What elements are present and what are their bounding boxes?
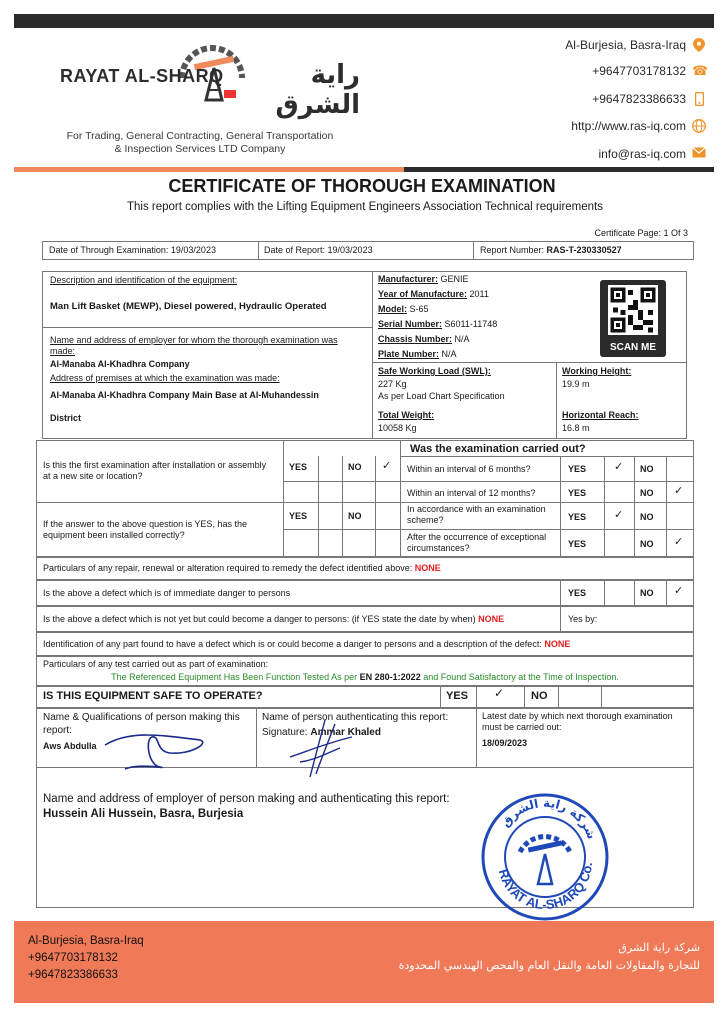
year-of-manufacture xyxy=(378,289,489,300)
scheme-yes-label: YES xyxy=(568,512,587,522)
i6-yes-label: YES xyxy=(568,464,587,474)
danger-sep-2 xyxy=(604,580,605,606)
contact-address-text: Al-Burjesia, Basra-Iraq xyxy=(565,38,686,52)
exam-col-sep-9 xyxy=(666,456,667,557)
safe-yes-check-icon: ✓ xyxy=(494,686,505,700)
test-standard: EN 280-1:2022 xyxy=(359,672,421,682)
exceptional-no-check-icon: ✓ xyxy=(674,535,684,548)
interval-12-months: Within an interval of 12 months? xyxy=(407,488,536,498)
phone-icon: ☎ xyxy=(692,63,709,78)
reach-value: 16.8 m xyxy=(562,423,590,433)
height-value: 19.9 m xyxy=(562,379,590,389)
i12-no-check-icon: ✓ xyxy=(674,484,684,497)
tagline-line-1: For Trading, General Contracting, General Transportation xyxy=(66,130,334,142)
exam-scheme: In accordance with an examination scheme? xyxy=(407,504,546,525)
certificate-page-number: Certificate Page: 1 Of 3 xyxy=(594,228,688,238)
exam-row-sep-1 xyxy=(283,481,694,482)
premises-value-line-2: District xyxy=(50,413,82,423)
reach-label: Horizontal Reach: xyxy=(562,410,639,420)
employer-label: Name and address of employer for whom the thorough examination was made: xyxy=(50,335,338,356)
exceptional-yes-label: YES xyxy=(568,539,587,549)
weight-value: 10058 Kg xyxy=(378,423,417,433)
danger-sep-1 xyxy=(560,580,561,606)
report-number-label: Report Number: xyxy=(480,245,545,255)
equipment-row-sep xyxy=(42,327,372,328)
swl-spec: As per Load Chart Specification xyxy=(378,391,505,401)
defect-identification xyxy=(43,639,570,650)
swl-label: Safe Working Load (SWL): xyxy=(378,366,491,376)
divider-orange xyxy=(14,167,404,172)
company-logo xyxy=(40,34,360,159)
report-employer-value: Hussein Ali Hussein, Basra, Burjesia xyxy=(43,808,244,820)
equipment-col-sep xyxy=(556,362,557,439)
carried-out-heading: Was the examination carried out? xyxy=(410,443,586,455)
equipment-block-sep xyxy=(372,271,373,439)
authenticator-label: Name of person authenticating this report: xyxy=(262,712,449,723)
i6-yes-check-icon: ✓ xyxy=(614,460,624,473)
q2-no-label: NO xyxy=(348,511,362,521)
q2-yes-label: YES xyxy=(289,511,308,521)
exam-col-sep-8 xyxy=(634,456,635,557)
manufacturer-label: Manufacturer: xyxy=(378,274,439,284)
exam-col-sep-3 xyxy=(318,456,319,557)
future-sep xyxy=(560,606,561,632)
exam-header-sep xyxy=(400,456,694,457)
manufacturer-value: GENIE xyxy=(440,274,469,284)
serial-label: Serial Number: xyxy=(378,319,443,329)
qr-scan-label: SCAN ME xyxy=(609,342,657,353)
next-exam-date: 18/09/2023 xyxy=(482,738,528,748)
repair-value: NONE xyxy=(414,563,441,573)
yes-by-label: Yes by: xyxy=(568,614,598,624)
brand-name-arabic: راية الشرق xyxy=(275,60,360,120)
question-installed-correctly: If the answer to the above question is YES, has the equipment been installed correctly? xyxy=(43,519,247,540)
identification-label: Identification of any part found to have a defect which is or could become a danger to persons and a description of the defect: xyxy=(43,639,542,649)
qr-code-icon xyxy=(608,285,658,335)
i12-no-label: NO xyxy=(640,488,654,498)
certificate-subtitle: This report complies with the Lifting Equipment Engineers Association Technical requirements xyxy=(126,201,603,213)
contact-address xyxy=(565,38,706,52)
exam-col-sep-4 xyxy=(342,456,343,557)
serial-number xyxy=(378,319,497,330)
footer xyxy=(14,921,714,1003)
footer-phone-2: +9647823386633 xyxy=(28,969,118,981)
premises-label: Address of premises at which the examination was made: xyxy=(50,373,280,383)
q1-yes-label: YES xyxy=(289,462,308,472)
year-value: 2011 xyxy=(469,289,489,299)
contact-email-text[interactable]: info@ras-iq.com xyxy=(598,147,686,161)
contact-mobile xyxy=(592,92,706,106)
stamp-seal-icon xyxy=(480,792,610,922)
company-stamp xyxy=(480,792,610,922)
safe-sep-3 xyxy=(524,686,525,708)
danger-sep-3 xyxy=(634,580,635,606)
exceptional-circumstances: After the occurrence of exceptional circumstances? xyxy=(407,532,547,553)
footer-phone-1: +9647703178132 xyxy=(28,952,118,964)
test-post: and Found Satisfactory at the Time of Inspection. xyxy=(423,672,619,682)
report-employer-label: Name and address of employer of person making and authenticating this report: xyxy=(43,793,450,805)
date-row-sep-1 xyxy=(258,241,259,260)
future-value: NONE xyxy=(478,614,505,624)
footer-arabic-line-2: للتجارة والمقاولات العامة والنقل العام والفحص الهندسي المحدودة xyxy=(398,959,700,972)
safe-sep-1 xyxy=(440,686,441,708)
safe-yes-label: YES xyxy=(446,690,469,702)
exceptional-no-label: NO xyxy=(640,539,654,549)
globe-icon xyxy=(692,119,706,133)
exam-col-sep-5 xyxy=(375,456,376,557)
brand-name-english: RAYAT AL-SHARQ xyxy=(60,66,224,86)
test-statement xyxy=(0,672,724,683)
certificate-title: CERTIFICATE OF THOROUGH EXAMINATION xyxy=(168,176,556,196)
employer-name: Al-Manaba Al-Khadhra Company xyxy=(50,359,190,369)
footer-address: Al-Burjesia, Basra-Iraq xyxy=(28,935,144,947)
footer-arabic xyxy=(399,939,700,975)
scheme-no-label: NO xyxy=(640,512,654,522)
year-label: Year of Manufacture: xyxy=(378,289,468,299)
stamp-text: RAYAT AL-SHARQ Co. xyxy=(495,862,596,913)
plate-label: Plate Number: xyxy=(378,349,440,359)
exam-date: Date of Through Examination: 19/03/2023 xyxy=(49,245,216,255)
auth-sig-label: Signature: xyxy=(262,727,308,738)
mail-icon xyxy=(692,147,706,161)
test-particulars-label: Particulars of any test carried out as part of examination: xyxy=(43,659,269,669)
chassis-number xyxy=(378,334,470,345)
location-pin-icon xyxy=(692,38,706,52)
report-number xyxy=(480,245,622,256)
footer-contacts xyxy=(28,933,144,984)
contact-phone-text: +9647703178132 xyxy=(592,64,686,78)
safe-no-label: NO xyxy=(531,690,548,702)
chassis-label: Chassis Number: xyxy=(378,334,453,344)
report-date: Date of Report: 19/03/2023 xyxy=(264,245,373,255)
premises-value-line-1: Al-Manaba Al-Khadhra Company Main Base at Al-Muhandessin xyxy=(50,390,319,400)
repair-particulars xyxy=(43,563,441,574)
signature-sep-2 xyxy=(476,708,477,768)
height-label: Working Height: xyxy=(562,366,632,376)
i6-no-label: NO xyxy=(640,464,654,474)
question-first-exam: Is this the first examination after installation or assembly at a new site or location? xyxy=(43,460,267,481)
weight-label: Total Weight: xyxy=(378,410,435,420)
header-divider xyxy=(14,167,714,172)
svg-text:RAYAT AL-SHARQ Co. xyxy=(496,862,595,912)
exam-row-sep-3 xyxy=(283,529,694,530)
swl-value: 227 Kg xyxy=(378,379,407,389)
immediate-no-label: NO xyxy=(640,588,654,598)
divider-dark xyxy=(404,167,714,172)
equipment-row-sep-right xyxy=(372,362,687,363)
equipment-desc-value: Man Lift Basket (MEWP), Diesel powered, Hydraulic Operated xyxy=(50,301,327,312)
scheme-yes-check-icon: ✓ xyxy=(614,508,624,521)
next-exam-label: Latest date by which next thorough examination must be carried out: xyxy=(482,711,673,732)
q1-no-label: NO xyxy=(348,462,362,472)
plate-number xyxy=(378,349,457,360)
safe-sep-4 xyxy=(558,686,559,708)
report-maker-label: Name & Qualifications of person making this report: xyxy=(43,712,240,736)
company-tagline xyxy=(40,130,360,156)
model xyxy=(378,304,429,315)
plate-value: N/A xyxy=(441,349,457,359)
exam-col-sep-2 xyxy=(400,440,401,557)
model-label: Model: xyxy=(378,304,407,314)
exam-col-sep-7 xyxy=(604,456,605,557)
contact-email xyxy=(598,147,706,161)
exam-col-sep-1 xyxy=(283,440,284,557)
immediate-yes-label: YES xyxy=(568,588,587,598)
mobile-icon xyxy=(692,92,706,106)
signature-sep-1 xyxy=(256,708,257,768)
report-number-value: RAS-T-230330527 xyxy=(546,245,622,255)
equipment-desc-label: Description and identification of the equipment: xyxy=(50,275,238,285)
contact-phone xyxy=(592,63,709,78)
date-row-sep-2 xyxy=(473,241,474,260)
serial-value: S6011-11748 xyxy=(444,319,498,329)
immediate-danger-question: Is the above a defect which is of immediate danger to persons xyxy=(43,588,291,598)
future-danger-question xyxy=(43,614,504,625)
q1-no-check-icon: ✓ xyxy=(382,459,392,472)
contact-website xyxy=(571,119,706,133)
exam-row-sep-2 xyxy=(36,502,694,503)
identification-value: NONE xyxy=(544,639,571,649)
test-pre: The Referenced Equipment Has Been Function Tested As per xyxy=(111,672,358,682)
immediate-no-check-icon: ✓ xyxy=(674,584,684,597)
i12-yes-label: YES xyxy=(568,488,587,498)
footer-arabic-line-1: شركة راية الشرق xyxy=(618,941,700,954)
manufacturer xyxy=(378,274,469,285)
safe-sep-2 xyxy=(476,686,477,708)
contact-mobile-text: +9647823386633 xyxy=(592,92,686,106)
contact-website-text[interactable]: http://www.ras-iq.com xyxy=(571,119,686,133)
repair-label: Particulars of any repair, renewal or alteration required to remedy the defect identified above: xyxy=(43,563,413,573)
model-value: S-65 xyxy=(409,304,429,314)
future-label: Is the above a defect which is not yet but could become a danger to persons: (if YES state the date by when) xyxy=(43,614,476,624)
stamp-arabic-text: شركة راية الشرق xyxy=(498,795,599,842)
danger-sep-4 xyxy=(666,580,667,606)
report-maker-name: Aws Abdulla xyxy=(43,741,97,751)
chassis-value: N/A xyxy=(454,334,470,344)
exam-col-sep-6 xyxy=(560,456,561,557)
interval-6-months: Within an interval of 6 months? xyxy=(407,464,531,474)
qr-code[interactable] xyxy=(600,280,666,357)
tagline-line-2: & Inspection Services LTD Company xyxy=(114,143,286,155)
top-bar xyxy=(14,14,714,28)
safe-question: IS THIS EQUIPMENT SAFE TO OPERATE? xyxy=(43,690,263,702)
authenticator-name: Ammar Khaled xyxy=(310,727,381,738)
safe-sep-5 xyxy=(601,686,602,708)
